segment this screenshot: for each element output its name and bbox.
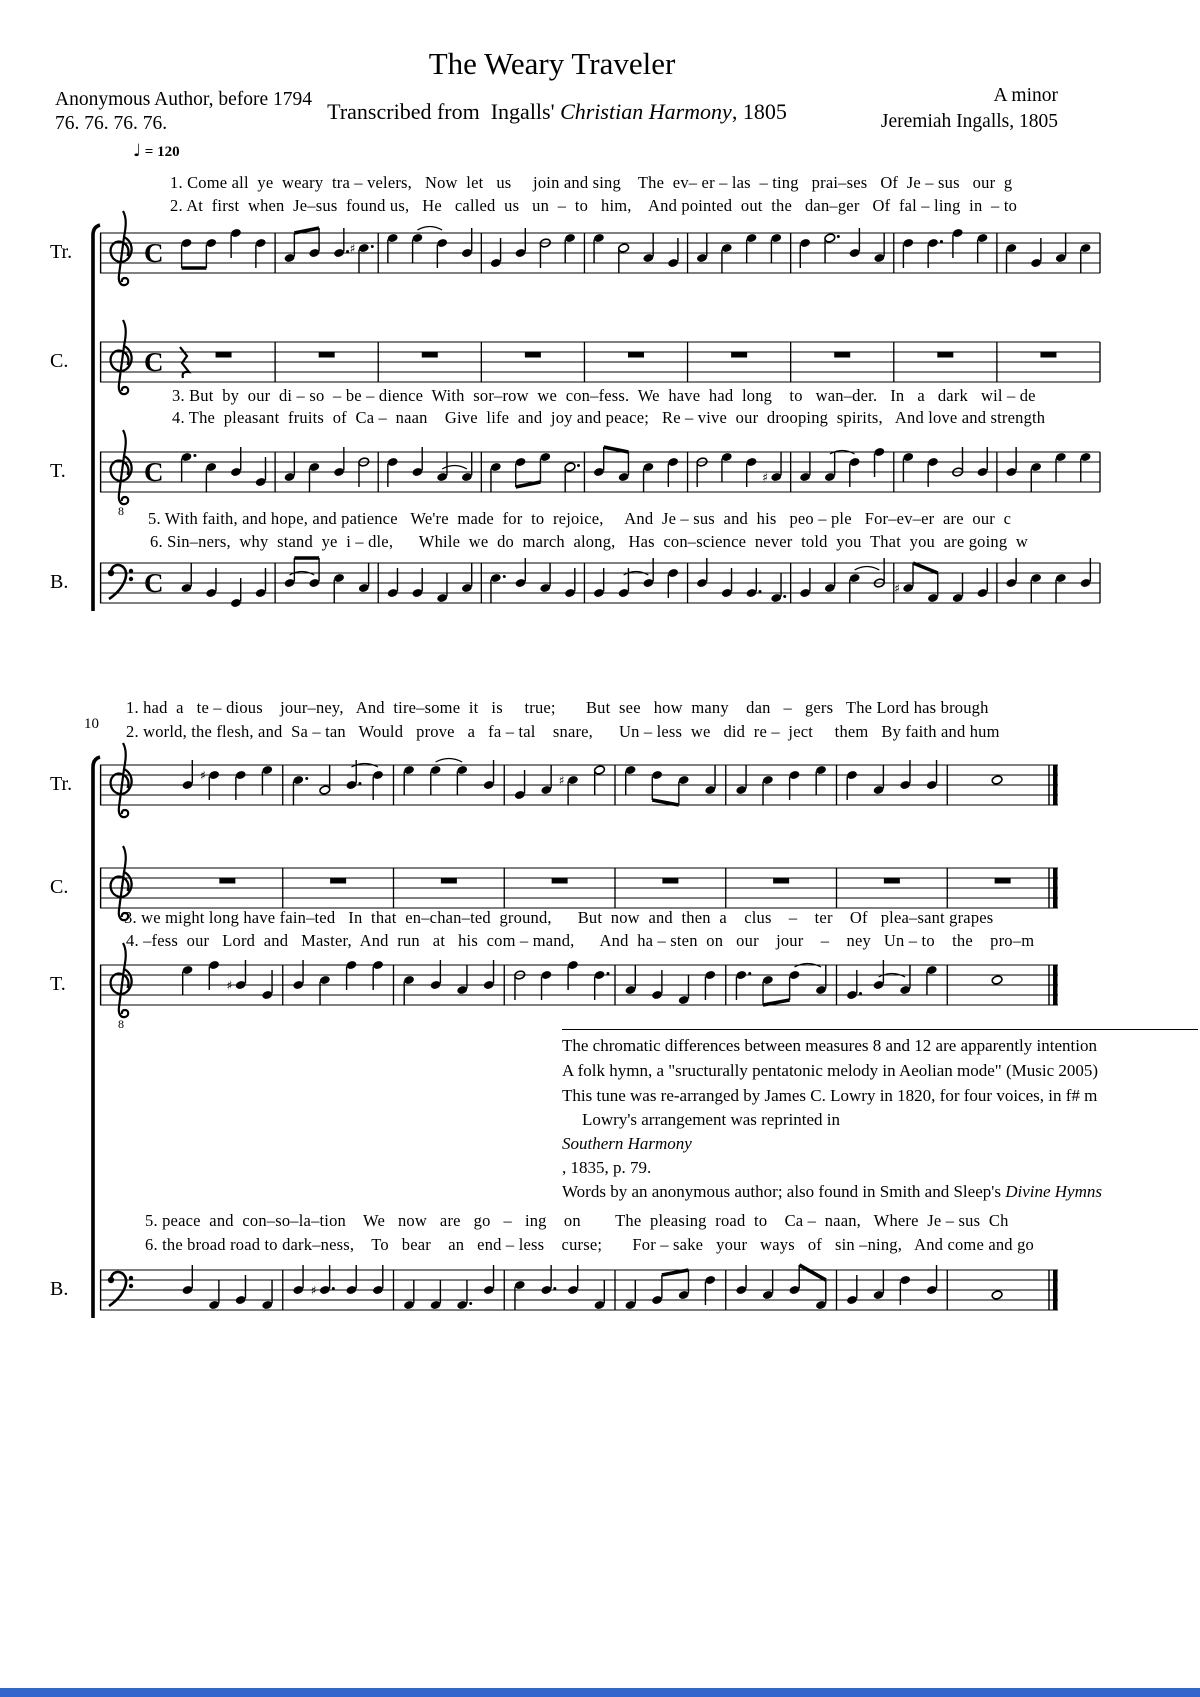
staff-label-t: T. [50,460,66,482]
subtitle-source-title: Christian Harmony [560,99,732,124]
svg-text:♯: ♯ [762,470,769,485]
svg-text:♯: ♯ [349,241,356,256]
staff-tr-system-1 [100,203,1100,313]
staff-label-c: C. [50,350,69,372]
footnote-line-7 [562,1182,1102,1202]
lyrics-verse-4: 4. The pleasant fruits of Ca – naan Give life and joy and peace; Re – vive our drooping spirits, And love and strength [172,408,1046,427]
svg-text:C: C [144,238,164,268]
page-title: The Weary Traveler [428,46,676,81]
svg-text:C: C [144,457,164,487]
staff-label-tr: Tr. [50,773,73,795]
subtitle-prefix: Transcribed from Ingalls' [327,99,561,124]
lyrics-verse-3-cont: 3. we might long have fain–ted In that en–chan–ted ground, But now and then a clus – ter Of plea–sant grapes [124,908,994,927]
footnote-line-4: Lowry's arrangement was reprinted in [582,1110,840,1129]
lyrics-verse-6: 6. Sin–ners, why stand ye i – dle, While we do march along, Has con–science never told you That you are going w [150,532,1029,551]
meter-line: 76. 76. 76. 76. [55,113,168,134]
staff-label-tr: Tr. [50,241,73,263]
staff-c-system-2 [100,838,1058,948]
svg-text:♯: ♯ [226,978,233,993]
author-line: Anonymous Author, before 1794 [55,89,313,110]
system-bracket [82,225,102,612]
composer-line: Jeremiah Ingalls, 1805 [880,111,1058,132]
bottom-bar [0,1688,1200,1697]
svg-text:8: 8 [118,1017,124,1031]
staff-label-t: T. [50,973,66,995]
tempo-marking [133,141,180,161]
staff-t-system-1 [100,422,1100,532]
svg-text:♯: ♯ [200,768,206,783]
lyrics-verse-5: 5. With faith, and hope, and patience We're made for to rejoice, And Je – sus and his peo – ple For–ev–er are our c [148,509,1012,528]
staff-b-system-1 [100,533,1100,643]
quarter-note-icon: ♩ [133,141,142,161]
lyrics-verse-3: 3. But by our di – so – be – dience With sor–row we con–fess. We have had long to wan–der. In a dark wil – de [172,386,1036,405]
lyrics-verse-2: 2. At first when Je–sus found us, He called us un – to him, And pointed out the dan–ger Of fal – ling in – to [170,196,1018,215]
svg-text:♯: ♯ [558,773,565,788]
footnote-line-2: A folk hymn, a "sructurally pentatonic melody in Aeolian mode" (Music 2005) [562,1061,1099,1080]
staff-tr-system-2 [100,735,1058,845]
footnote-line-7-text: Words by an anonymous author; also found in Smith and Sleep's [562,1182,1006,1201]
measure-number: 10 [84,716,99,732]
staff-label-b: B. [50,1278,69,1300]
tempo-value: = 120 [141,144,180,160]
staff-c-system-1 [100,312,1100,422]
svg-text:C: C [144,347,164,377]
system-bracket [82,757,102,1319]
footnote-line-6: , 1835, p. 79. [562,1158,652,1177]
lyrics-verse-6-cont: 6. the broad road to dark–ness, To bear an end – less curse; For – sake your ways of sin –ning, And come and go [145,1235,1034,1254]
svg-text:♯: ♯ [894,581,901,596]
svg-text:8: 8 [118,504,124,518]
staff-b-system-2 [100,1240,1058,1350]
footnote-line-5: Southern Harmony [562,1134,692,1153]
staff-t-system-2 [100,935,1058,1045]
lyrics-verse-5-cont: 5. peace and con–so–la–tion We now are go – ing on The pleasing road to Ca – naan, Where Je – sus Ch [145,1211,1009,1230]
subtitle [327,99,787,125]
footnote-line-3: This tune was re-arranged by James C. Lowry in 1820, for four voices, in f# m [562,1086,1098,1105]
svg-text:C: C [144,568,164,598]
staff-label-c: C. [50,876,69,898]
footnote-line-1: The chromatic differences between measures 8 and 12 are apparently intention [562,1036,1097,1055]
footnote-line-7-source: Divine Hymns [1005,1182,1102,1201]
staff-label-b: B. [50,571,69,593]
lyrics-verse-4-cont: 4. –fess our Lord and Master, And run at his com – mand, And ha – sten on our jour – ney Un – to the pro–m [126,931,1035,950]
lyrics-verse-1: 1. Come all ye weary tra – velers, Now let us join and sing The ev– er – las – ting prai–ses Of Je – sus our g [170,173,1013,192]
svg-text:♯: ♯ [310,1283,317,1298]
lyrics-verse-2-cont: 2. world, the flesh, and Sa – tan Would prove a fa – tal snare, Un – less we did re – ject them By faith and hum [126,722,1000,741]
lyrics-verse-1-cont: 1. had a te – dious jour–ney, And tire–some it is true; But see how many dan – gers The Lord has brough [126,698,989,717]
key-label: A minor [993,85,1058,106]
subtitle-suffix: , 1805 [731,99,787,124]
